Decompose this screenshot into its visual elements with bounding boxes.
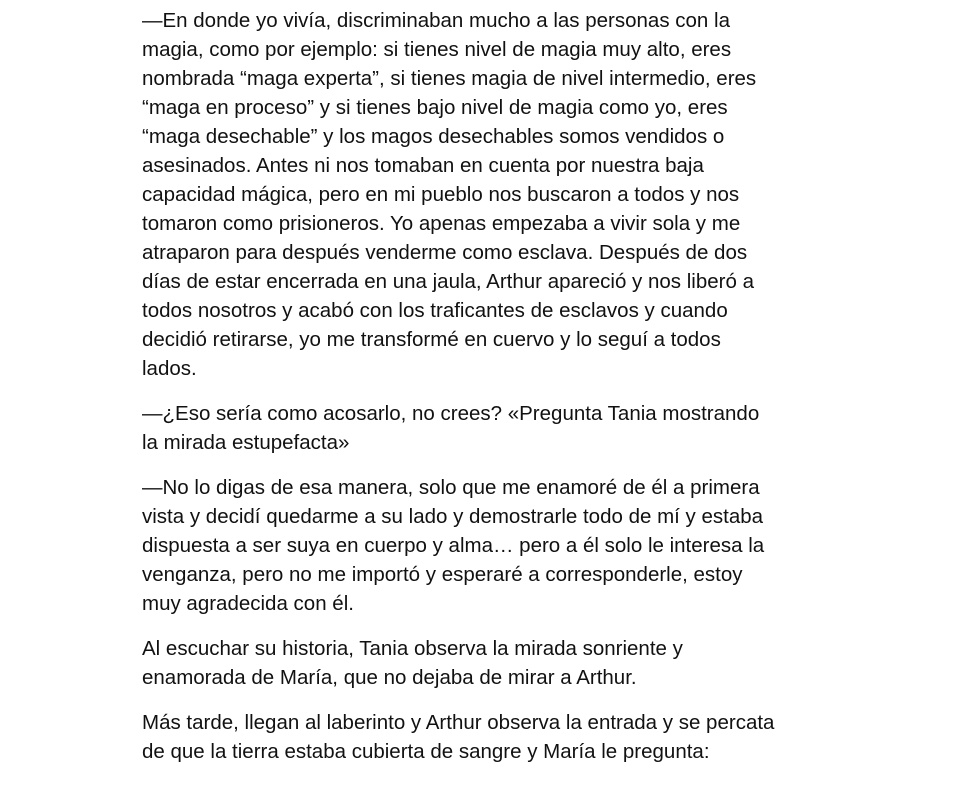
text-line: muy agradecida con él. [142,592,354,615]
text-line: —No lo digas de esa manera, solo que me enamoré de él a primera [142,476,760,499]
text-line: enamorada de María, que no dejaba de mirar a Arthur. [142,666,637,689]
document-page [142,6,837,782]
text-line: todos nosotros y acabó con los traficantes de esclavos y cuando [142,299,728,322]
text-line: decidió retirarse, yo me transformé en cuervo y lo seguí a todos [142,328,721,351]
paragraph-tania-question [142,399,837,457]
text-line: Más tarde, llegan al laberinto y Arthur observa la entrada y se percata [142,711,775,734]
text-line: atraparon para después venderme como esclava. Después de dos [142,241,748,264]
text-line: dispuesta a ser suya en cuerpo y alma… pero a él solo le interesa la [142,534,765,557]
text-line: —¿Eso sería como acosarlo, no crees? «Pregunta Tania mostrando [142,402,760,425]
text-line: asesinados. Antes ni nos tomaban en cuenta por nuestra baja [142,154,704,177]
text-line: de que la tierra estaba cubierta de sangre y María le pregunta: [142,740,710,763]
text-line: “maga desechable” y los magos desechables somos vendidos o [142,125,725,148]
paragraph-tania-observes [142,634,837,692]
paragraph-maria-story [142,6,837,383]
paragraph-labyrinth [142,708,837,766]
text-line: capacidad mágica, pero en mi pueblo nos buscaron a todos y nos [142,183,740,206]
text-line: días de estar encerrada en una jaula, Arthur apareció y nos liberó a [142,270,754,293]
paragraph-maria-reply [142,473,837,618]
text-line: venganza, pero no me importó y esperaré a corresponderle, estoy [142,563,743,586]
text-line: “maga en proceso” y si tienes bajo nivel de magia como yo, eres [142,96,728,119]
text-line: Al escuchar su historia, Tania observa la mirada sonriente y [142,637,683,660]
text-line: —En donde yo vivía, discriminaban mucho a las personas con la [142,9,730,32]
text-line: tomaron como prisioneros. Yo apenas empezaba a vivir sola y me [142,212,741,235]
text-line: la mirada estupefacta» [142,431,350,454]
text-line: lados. [142,357,197,380]
text-line: magia, como por ejemplo: si tienes nivel de magia muy alto, eres [142,38,732,61]
text-line: vista y decidí quedarme a su lado y demostrarle todo de mí y estaba [142,505,764,528]
text-line: nombrada “maga experta”, si tienes magia de nivel intermedio, eres [142,67,757,90]
